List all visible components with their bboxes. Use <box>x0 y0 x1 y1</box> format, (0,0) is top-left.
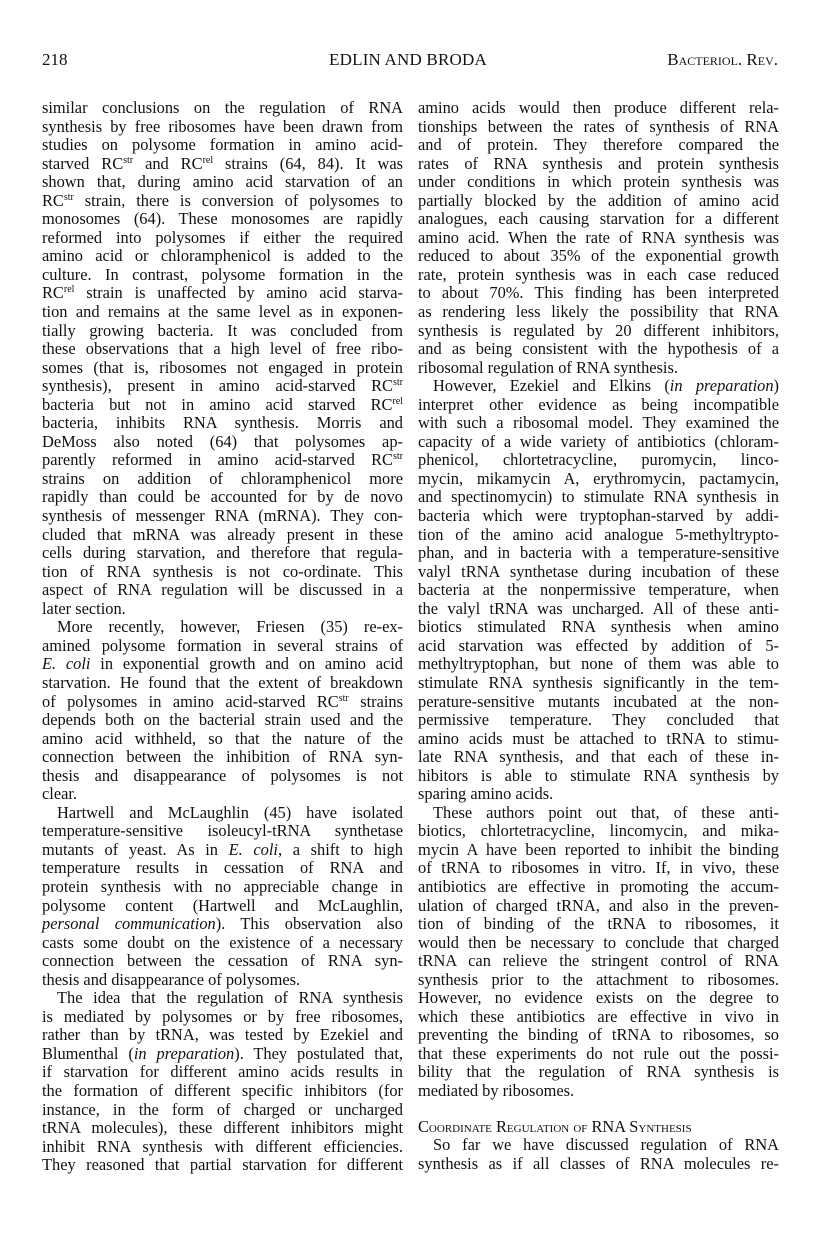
text-line: preventing the binding of tRNA to ribosomes, so <box>418 1025 779 1045</box>
italic-text: personal communication <box>42 914 216 934</box>
superscript: rel <box>202 154 214 166</box>
text-line: These authors point out that, of these anti- <box>433 802 779 822</box>
text-line: synthesis of messenger RNA (mRNA). They con- <box>42 506 403 526</box>
text-line: parently reformed in amino acid-starved $RC^{str}$ <box>42 450 403 470</box>
text-line: the formation of different specific inhibitors (for <box>42 1080 403 1100</box>
text-line: bacteria, inhibits RNA synthesis. Morris and <box>42 413 403 433</box>
paragraph <box>418 99 779 377</box>
text-line: Blumenthal (in preparation). They postulated that, <box>42 1043 403 1063</box>
text-line: capacity of a wide variety of antibiotics (chloram- <box>418 431 779 451</box>
superscript: str <box>123 154 134 166</box>
paragraph <box>42 989 403 1174</box>
text-line: E. coli in exponential growth and on amino acid <box>42 654 403 674</box>
text-line: $RC^{str}$ strain, there is conversion of polysomes to <box>42 190 403 210</box>
section-heading: Coordinate Regulation of RNA Synthesis <box>418 1116 692 1136</box>
text-line: later section. <box>42 598 126 618</box>
text-line: bility that the regulation of RNA synthesis is <box>418 1062 779 1082</box>
text-line: instance, in the form of charged or uncharged <box>42 1099 403 1119</box>
superscript: str <box>393 377 403 389</box>
superscript: str <box>63 191 74 203</box>
text-line: clear. <box>42 784 78 804</box>
text-line: tion of the amino acid analogue 5-methyltrypto- <box>418 524 779 544</box>
text-line: methyltryptophan, but none of them was able to <box>418 654 779 674</box>
text-line: monosomes (64). These monosomes are rapidly <box>42 209 403 229</box>
text-line: More recently, however, Friesen (35) re-ex- <box>57 617 403 637</box>
text-line: interpret other evidence as being incompatible <box>418 394 779 414</box>
italic-text: in preparation <box>669 376 774 396</box>
text-line: starved $RC^{str}$ and $RC^{rel}$ strains (64, 84). It was <box>42 153 403 173</box>
text-line: tRNA can relieve the stringent control of RNA <box>418 951 779 971</box>
text-line: of tRNA to ribosomes in vitro. If, in vivo, these <box>418 858 779 878</box>
text-line: inhibit RNA synthesis with different efficiencies. <box>42 1136 403 1156</box>
text-line: phenicol, chlortetracycline, puromycin, linco- <box>418 450 779 470</box>
text-line: cluded that mRNA was already present in these <box>42 524 403 544</box>
text-line: acid starvation was effected by addition of 5- <box>418 635 779 655</box>
italic-text: in preparation <box>133 1043 235 1063</box>
text-line: which these antibiotics are effective in vivo in <box>418 1006 779 1026</box>
text-line: However, no evidence exists on the degree to <box>418 988 779 1008</box>
text-line: and of protein. They therefore compared the <box>418 135 779 155</box>
text-line: partially blocked by the addition of amino acid <box>418 190 779 210</box>
text-line: protein synthesis with no appreciable change in <box>42 876 403 896</box>
text-line: depends both on the bacterial strain used and the <box>42 710 403 730</box>
text-line: as rendering less likely the possibility that RNA <box>418 302 779 322</box>
text-line: antibiotics are effective in promoting the accum- <box>418 876 779 896</box>
text-line: bacteria but not in amino acid starved $RC^{rel}$ <box>42 394 403 414</box>
text-line: stimulate RNA synthesis significantly in the tem- <box>418 672 779 692</box>
text-line: mycin, mikamycin A, erythromycin, pactamycin, <box>418 468 779 488</box>
text-line: and as being consistent with the hypothesis of a <box>418 339 779 359</box>
text-line: mediated by ribosomes. <box>418 1080 575 1100</box>
text-line: ribosomal regulation of RNA synthesis. <box>418 357 678 377</box>
text-line: strains on addition of chloramphenicol more <box>42 468 403 488</box>
text-line: late RNA synthesis, and that each of these in- <box>418 747 779 767</box>
text-line: polysome content (Hartwell and McLaughlin, <box>42 895 403 915</box>
text-line: bacteria which were tryptophan-starved by addi- <box>418 506 779 526</box>
text-line: mutants of yeast. As in E. coli, a shift to high <box>42 839 403 859</box>
text-line: personal communication). This observation also <box>42 914 403 934</box>
paragraph <box>418 1136 779 1173</box>
text-line: amino acid or chloramphenicol is added to the <box>42 246 403 266</box>
text-line: mycin A have been reported to inhibit the binding <box>418 839 779 859</box>
text-line: synthesis by free ribosomes have been drawn from <box>42 116 403 136</box>
text-line: tRNA molecules), these different inhibitors might <box>42 1118 403 1138</box>
text-line: perature-sensitive mutants incubated at the non- <box>418 691 779 711</box>
text-line: DeMoss also noted (64) that polysomes ap- <box>42 431 403 451</box>
journal-title: Bacteriol. Rev. <box>667 50 778 69</box>
page-number: 218 <box>42 50 68 69</box>
text-line: if starvation for different amino acids results in <box>42 1062 403 1082</box>
text-line: amino acids would then produce different rela- <box>418 98 779 117</box>
text-line: amined polysome formation in several strains of <box>42 635 403 655</box>
text-line: amino acids must be attached to tRNA to stimu- <box>418 728 779 748</box>
text-line: tionships between the rates of synthesis of RNA <box>418 116 779 136</box>
right-column <box>418 99 779 1173</box>
italic-text: E. coli <box>228 839 278 859</box>
text-line: casts some doubt on the existence of a necessary <box>42 932 403 952</box>
text-line: rapidly than could be accounted for by de novo <box>42 487 403 507</box>
text-line: Hartwell and McLaughlin (45) have isolated <box>57 802 403 822</box>
text-line: synthesis prior to the attachment to ribosomes. <box>418 969 779 989</box>
text-line: However, Ezekiel and Elkins (in preparation) <box>433 376 779 396</box>
text-line: amino acid. When the rate of RNA synthesis was <box>418 227 779 247</box>
text-line: They reasoned that partial starvation for different <box>42 1155 403 1175</box>
text-line: the valyl tRNA was uncharged. All of these anti- <box>418 598 779 618</box>
text-line: rate, protein synthesis was in each case reduced <box>418 264 779 284</box>
text-line: ulation of charged tRNA, and also in the preven- <box>418 895 779 915</box>
text-line: tially growing bacteria. It was concluded from <box>42 320 403 340</box>
text-line: would then be necessary to conclude that charged <box>418 932 779 952</box>
text-line: similar conclusions on the regulation of RNA <box>42 98 403 117</box>
text-line: So far we have discussed regulation of RNA <box>433 1135 779 1155</box>
text-line: biotics stimulated RNA synthesis when amino <box>418 617 779 637</box>
text-line: amino acid withheld, so that the nature of the <box>42 728 403 748</box>
text-line: that these experiments do not rule out the possi- <box>418 1043 779 1063</box>
italic-text: E. coli <box>42 654 91 674</box>
text-line: connection between the inhibition of RNA syn- <box>42 747 403 767</box>
text-line: analogues, each causing starvation for a different <box>418 209 779 229</box>
text-line: connection between the cessation of RNA syn- <box>42 951 403 971</box>
text-line: permissive temperature. They concluded that <box>418 710 779 730</box>
text-line: synthesis is regulated by 20 different inhibitors, <box>418 320 779 340</box>
running-title: EDLIN AND BRODA <box>329 50 487 69</box>
paragraph <box>42 99 403 618</box>
text-line: thesis and disappearance of polysomes. <box>42 969 301 989</box>
text-line: and spectinomycin) to stimulate RNA synthesis in <box>418 487 779 507</box>
superscript: rel <box>63 284 75 296</box>
text-line: tion of binding of the tRNA to ribosomes, it <box>418 914 779 934</box>
text-line: under conditions in which protein synthesis was <box>418 172 779 192</box>
text-line: culture. In contrast, polysome formation in the <box>42 264 403 284</box>
text-line: temperature results in cessation of RNA and <box>42 858 403 878</box>
paragraph <box>418 377 779 804</box>
text-line: hibitors is able to stimulate RNA synthesis by <box>418 765 779 785</box>
text-line: is mediated by polysomes or by free ribosomes, <box>42 1006 403 1026</box>
text-line: these observations that a high level of free ribo- <box>42 339 403 359</box>
text-line: reduced to about 35% of the exponential growth <box>418 246 779 266</box>
left-column <box>42 99 403 1175</box>
text-line: rates of RNA synthesis and protein synthesis <box>418 153 779 173</box>
text-line: with such a ribosomal model. They examined the <box>418 413 779 433</box>
superscript: str <box>338 692 349 704</box>
text-line: cells during starvation, and therefore that regula- <box>42 543 403 563</box>
text-line: synthesis as if all classes of RNA molecules re- <box>418 1153 779 1173</box>
text-line: thesis and disappearance of polysomes is not <box>42 765 403 785</box>
text-line: sparing amino acids. <box>418 784 554 804</box>
text-line: reformed into polysomes if either the required <box>42 227 403 247</box>
text-line: The idea that the regulation of RNA synthesis <box>57 988 403 1008</box>
text-line: phan, and in bacteria with a temperature-sensitive <box>418 543 779 563</box>
paragraph <box>418 804 779 1101</box>
paragraph <box>42 804 403 989</box>
superscript: str <box>393 451 403 463</box>
text-line: shown that, during amino acid starvation of an <box>42 172 403 192</box>
text-line: temperature-sensitive isoleucyl-tRNA synthetase <box>42 821 403 841</box>
text-line: tion of RNA synthesis is not co-ordinate. This <box>42 561 403 581</box>
text-line: to about 70%. This finding has been interpreted <box>418 283 779 303</box>
text-line: valyl tRNA synthetase during incubation of these <box>418 561 779 581</box>
text-line: synthesis), present in amino acid-starved $RC^{str}$ <box>42 376 403 396</box>
text-line: biotics, chlortetracycline, lincomycin, and mika- <box>418 821 779 841</box>
paragraph <box>42 618 403 803</box>
text-line: of polysomes in amino acid-starved $RC^{str}$ strains <box>42 691 403 711</box>
text-line: starvation. He found that the extent of breakdown <box>42 672 403 692</box>
text-line: tion and remains at the same level as in exponen- <box>42 302 403 322</box>
superscript: rel <box>392 395 403 407</box>
text-line: bacteria at the nonpermissive temperature, when <box>418 580 779 600</box>
text-line: studies on polysome formation in amino acid- <box>42 135 403 155</box>
text-line: $RC^{rel}$ strain is unaffected by amino acid starva- <box>42 283 403 303</box>
text-line: aspect of RNA regulation will be discussed in a <box>42 580 403 600</box>
text-line: somes (that is, ribosomes not engaged in protein <box>42 357 403 377</box>
text-line: rather than by tRNA, was tested by Ezekiel and <box>42 1025 403 1045</box>
